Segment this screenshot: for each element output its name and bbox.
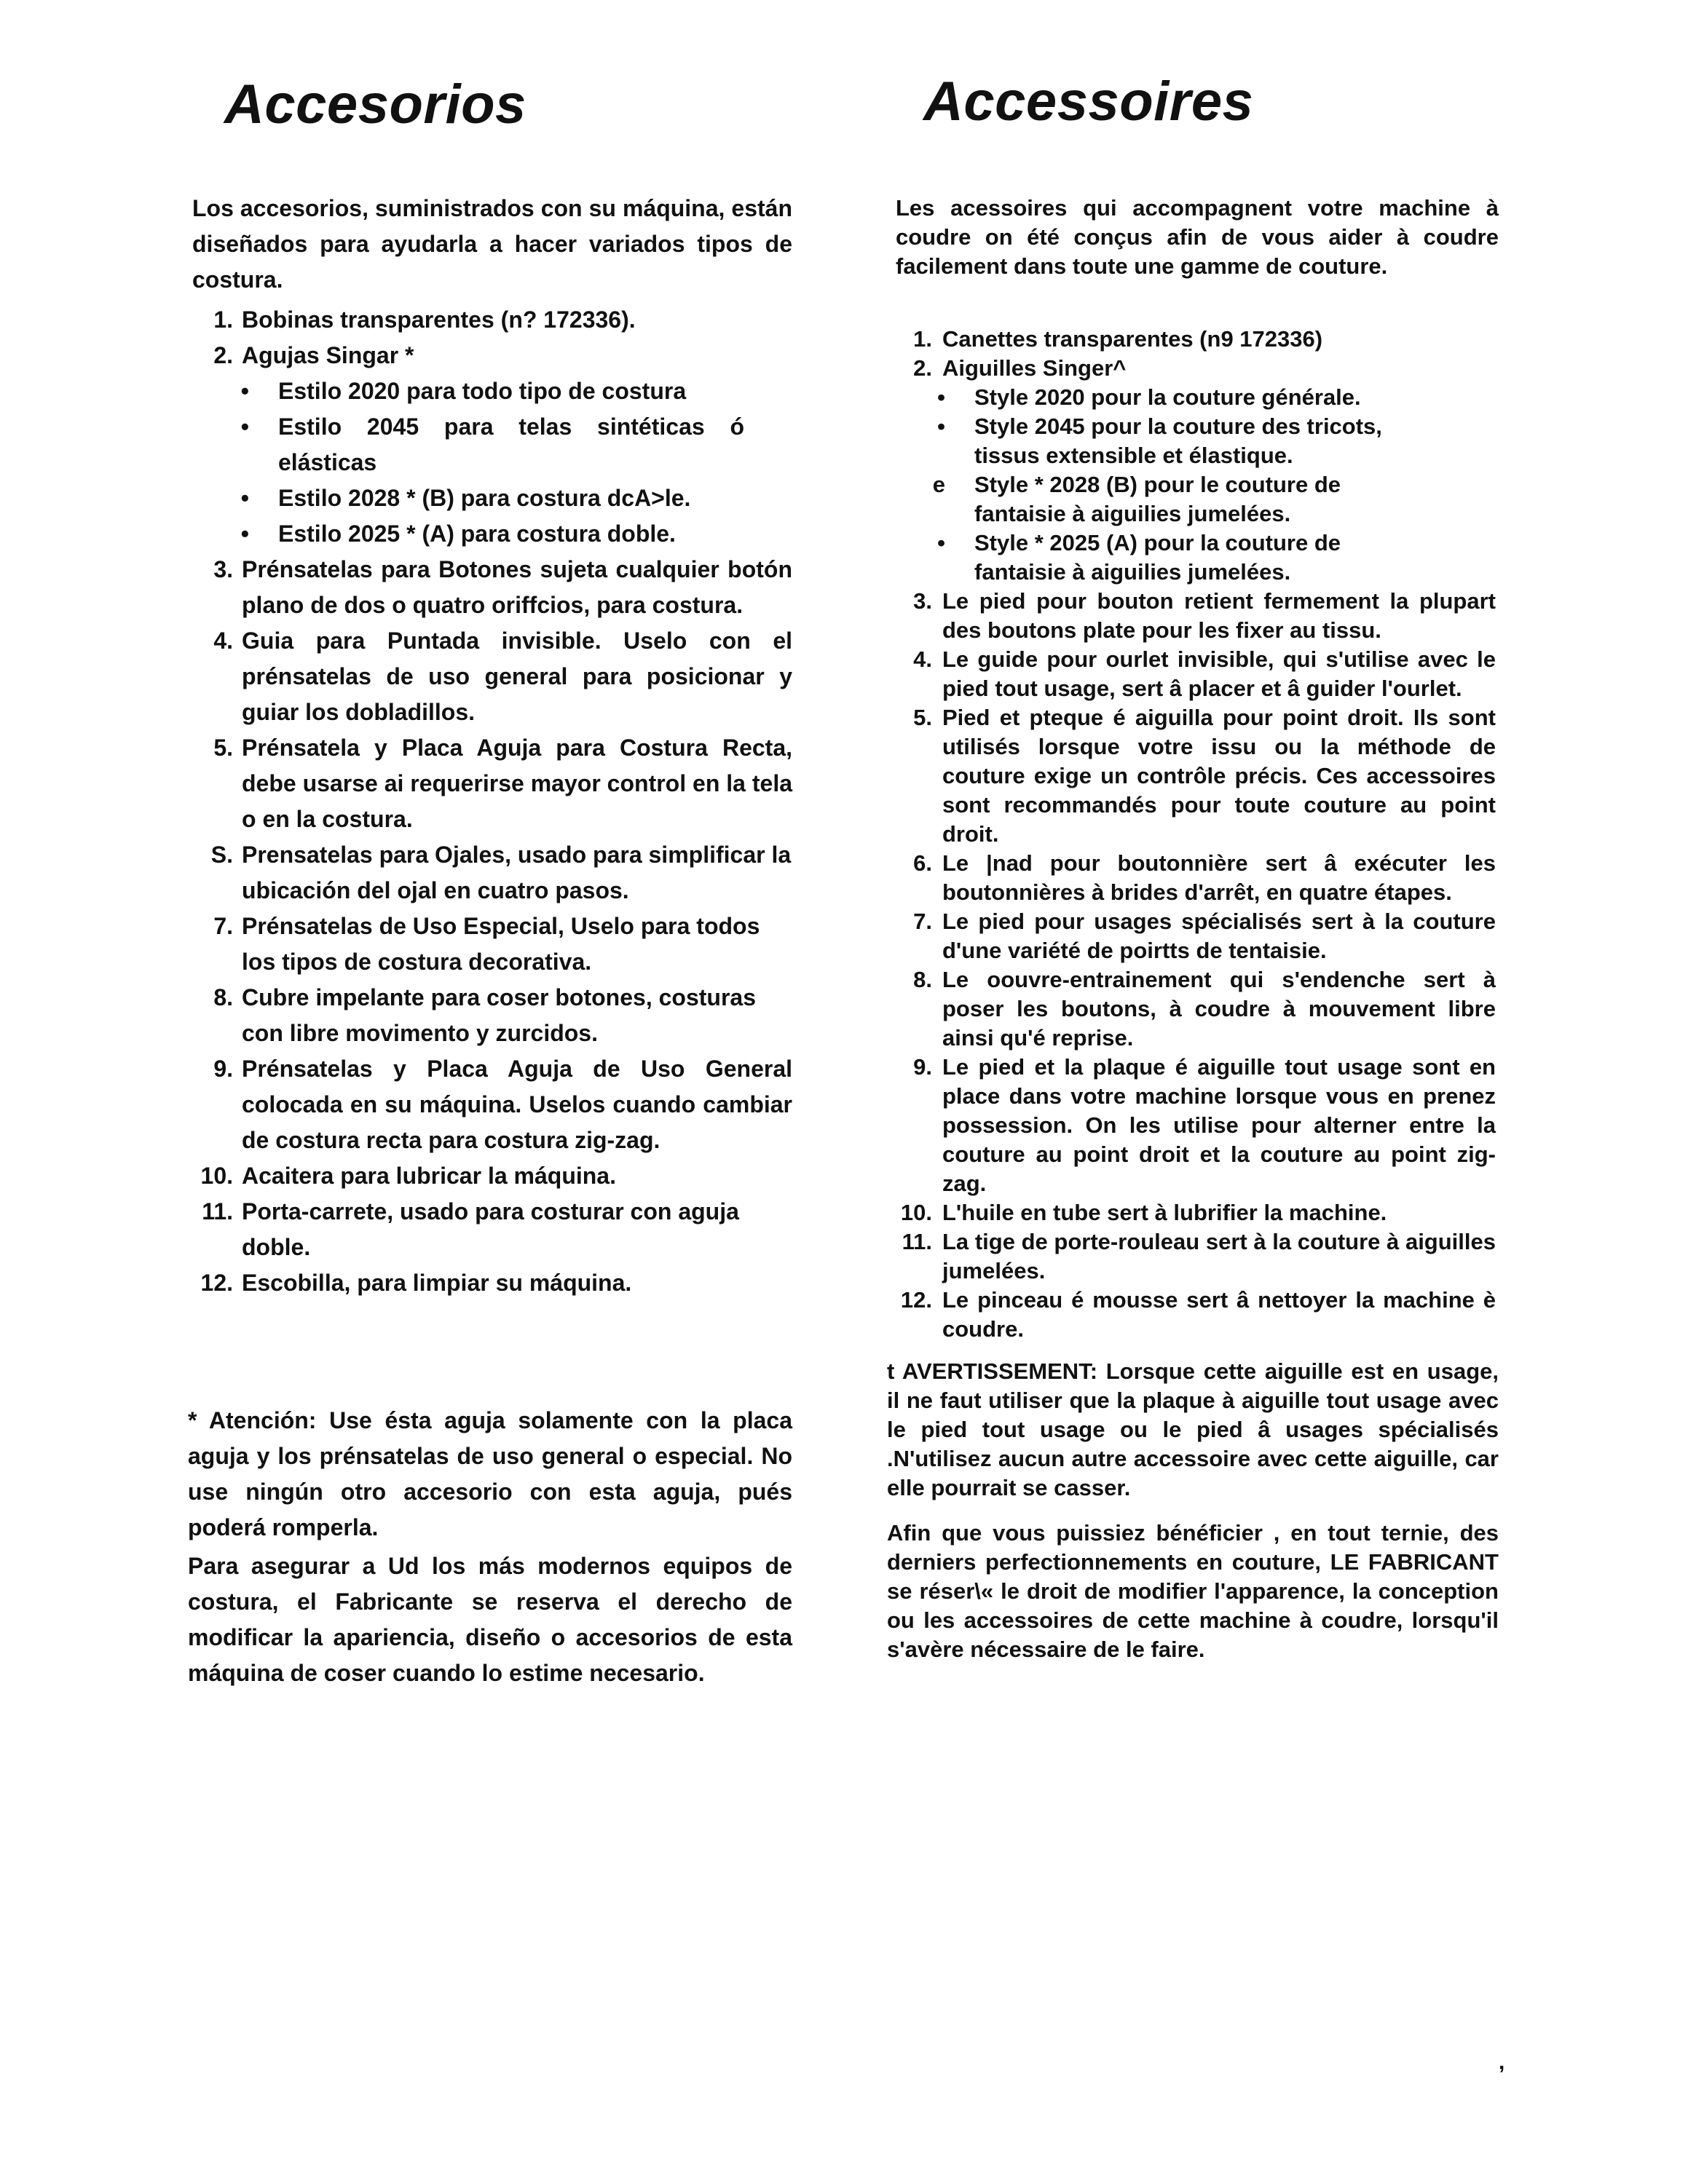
bullet-mark: • bbox=[937, 414, 945, 439]
item-number: 9. bbox=[913, 1054, 932, 1080]
bullet-mark: e bbox=[932, 472, 945, 497]
french-warning: t AVERTISSEMENT: Lorsque cette aiguille est en usage, il ne faut utiliser que la plaque à aiguille tout usage avec le pied tout usage ou le pied â usages spécialisés .N'utilisez aucun autre accessoire avec cette aiguille, car elle pourrait se casser. bbox=[887, 1358, 1499, 1500]
item-number: 11. bbox=[202, 1198, 233, 1224]
list-item bbox=[887, 1227, 1499, 1286]
item-text: Canettes transparentes (n9 172336) bbox=[942, 326, 1323, 352]
list-item bbox=[188, 980, 792, 1051]
item-text: Prensatelas para Ojales, usado para simplificar la ubicación del ojal en cuatro pasos. bbox=[242, 842, 792, 903]
spanish-warning: * Atención: Use ésta aguja solamente con la placa aguja y los prénsatelas de uso general o especial. No use ningún otro accesorio con esta aguja, pués poderá romperla. bbox=[188, 1407, 792, 1540]
item-text: Prénsatelas y Placa Aguja de Uso General colocada en su máquina. Uselos cuando cambiar de costura recta para costura zig-zag. bbox=[242, 1056, 792, 1153]
needle-style-item bbox=[188, 409, 792, 480]
needle-style-text: Style 2020 pour la couture générale. bbox=[974, 384, 1361, 410]
item-number: 1. bbox=[913, 326, 932, 352]
list-item bbox=[188, 1265, 792, 1301]
item-text: Le pied et la plaque é aiguille tout usage sont en place dans votre machine lorsque vous en prenez possession. On les utilise pour alterner entre la couture au point droit et la couture au point zig-zag. bbox=[942, 1054, 1496, 1196]
list-item bbox=[188, 552, 792, 623]
item-text: Aiguilles Singer^ bbox=[942, 355, 1127, 381]
needle-style-item bbox=[188, 516, 792, 552]
french-accessory-list bbox=[887, 325, 1499, 1344]
list-item bbox=[887, 849, 1499, 907]
list-item bbox=[188, 302, 792, 338]
item-number: 3. bbox=[213, 556, 233, 582]
needle-style-item bbox=[188, 373, 792, 409]
item-number: 7. bbox=[913, 909, 932, 934]
list-item bbox=[887, 1286, 1499, 1344]
item-text: Guia para Puntada invisible. Uselo con el prénsatelas de uso general para posicionar y guiar los dobladillos. bbox=[242, 628, 792, 725]
needle-styles bbox=[188, 373, 792, 552]
needle-style-item bbox=[887, 412, 1499, 470]
item-text: La tige de porte-rouleau sert à la couture à aiguilles jumelées. bbox=[942, 1229, 1496, 1283]
item-text: Le pied pour bouton retient fermement la plupart des boutons plate pour les fixer au tissu. bbox=[942, 588, 1496, 643]
item-text: Le pinceau é mousse sert â nettoyer la machine è coudre. bbox=[942, 1287, 1496, 1342]
list-item bbox=[188, 1194, 792, 1265]
item-text: Acaitera para lubricar la máquina. bbox=[242, 1163, 616, 1189]
needle-style-text: Estilo 2025 * (A) para costura doble. bbox=[278, 521, 676, 547]
item-number: 5. bbox=[913, 705, 932, 730]
item-number: S. bbox=[210, 842, 233, 868]
item-number: 8. bbox=[913, 967, 932, 992]
item-number: 11. bbox=[902, 1229, 932, 1254]
item-text: Agujas Singar * bbox=[242, 342, 414, 368]
item-number: 12. bbox=[200, 1270, 233, 1296]
needle-style-text: Style * 2025 (A) pour la couture de fantaisie à aiguilies jumelées. bbox=[974, 530, 1341, 585]
needle-style-item bbox=[887, 529, 1499, 587]
item-number: 3. bbox=[913, 588, 932, 614]
item-text: Cubre impelante para coser botones, costuras con libre movimento y zurcidos. bbox=[242, 984, 756, 1046]
list-item bbox=[188, 338, 792, 373]
list-item bbox=[188, 1158, 792, 1194]
item-number: 4. bbox=[913, 646, 932, 672]
item-number: 7. bbox=[213, 913, 233, 939]
item-text: Le guide pour ourlet invisible, qui s'utilise avec le pied tout usage, sert â placer et â guider l'ourlet. bbox=[942, 646, 1496, 701]
stray-mark: , bbox=[1499, 2050, 1505, 2074]
spanish-intro: Los accesorios, suministrados con su máquina, están diseñados para ayudarla a hacer variados tipos de costura. bbox=[192, 195, 792, 293]
item-number: 12. bbox=[900, 1287, 932, 1313]
item-number: 4. bbox=[213, 628, 233, 654]
needle-style-text: Estilo 2020 para todo tipo de costura bbox=[278, 378, 687, 404]
french-title: Accessoires bbox=[923, 71, 1254, 132]
list-item bbox=[188, 909, 792, 980]
bullet-mark: • bbox=[937, 384, 945, 410]
bullet-mark: • bbox=[240, 521, 249, 547]
item-text: Prénsatelas para Botones sujeta cualquier botón plano de dos o quatro oriffcios, para costura. bbox=[242, 556, 792, 618]
needle-style-item bbox=[887, 470, 1499, 529]
list-item bbox=[887, 1053, 1499, 1198]
item-text: Bobinas transparentes (n? 172336). bbox=[242, 306, 636, 333]
list-item bbox=[887, 1198, 1499, 1227]
list-item bbox=[188, 1051, 792, 1158]
item-text: Le |nad pour boutonnière sert â exécuter les boutonnières à brides d'arrêt, en quatre étapes. bbox=[942, 850, 1496, 905]
item-number: 2. bbox=[913, 355, 932, 381]
item-text: Le pied pour usages spécialisés sert à la couture d'une variété de poirtts de tentaisie. bbox=[942, 909, 1496, 963]
item-text: Pied et pteque é aiguilla pour point droit. Ils sont utilisés lorsque votre issu ou la méthode de couture exige un contrôle précis. Ces accessoires sont recommandés pour toute couture au point droit. bbox=[942, 705, 1496, 847]
needle-style-text: Style 2045 pour la couture des tricots, tissus extensible et élastique. bbox=[974, 414, 1382, 468]
item-text: Porta-carrete, usado para costurar con aguja doble. bbox=[242, 1198, 739, 1260]
list-item bbox=[887, 587, 1499, 645]
needle-style-text: Estilo 2045 para telas sintéticas ó elásticas bbox=[278, 414, 744, 475]
needle-style-text: Style * 2028 (B) pour le couture de fantaisie à aiguilies jumelées. bbox=[974, 472, 1341, 526]
item-number: 8. bbox=[213, 984, 233, 1010]
item-text: Escobilla, para limpiar su máquina. bbox=[242, 1270, 632, 1296]
list-item bbox=[887, 703, 1499, 849]
spanish-notice: Para asegurar a Ud los más modernos equipos de costura, el Fabricante se reserva el derecho de modificar la apariencia, diseño o accesorios de esta máquina de coser cuando lo estime necesario. bbox=[188, 1553, 792, 1686]
bullet-mark: • bbox=[937, 530, 945, 555]
needle-styles bbox=[887, 383, 1499, 587]
needle-style-item bbox=[188, 480, 792, 516]
list-item bbox=[188, 837, 792, 909]
list-item bbox=[887, 325, 1499, 354]
french-intro: Les acessoires qui accompagnent votre machine à coudre on été conçus afin de vous aider à coudre facilement dans toute une gamme de couture. bbox=[896, 195, 1499, 279]
needle-style-item bbox=[887, 383, 1499, 412]
item-number: 10. bbox=[200, 1163, 233, 1189]
list-item bbox=[887, 907, 1499, 965]
spanish-body bbox=[188, 191, 792, 1691]
spanish-title: Accesorios bbox=[224, 74, 526, 135]
list-item bbox=[887, 354, 1499, 383]
list-item bbox=[887, 965, 1499, 1053]
bullet-mark: • bbox=[240, 414, 249, 440]
item-text: Prénsatela y Placa Aguja para Costura Recta, debe usarse ai requerirse mayor control en la tela o en la costura. bbox=[242, 735, 792, 832]
french-notice: Afin que vous puissiez bénéficier , en tout ternie, des derniers perfectionnements en couture, LE FABRICANT se réser\« le droit de modifier l'apparence, la conception ou les accessoires de cette machine à coudre, lorsqu'il s'avère nécessaire de le faire. bbox=[887, 1520, 1499, 1662]
item-number: 1. bbox=[213, 306, 233, 333]
needle-style-text: Estilo 2028 * (B) para costura dcA>le. bbox=[278, 485, 691, 511]
item-text: Le oouvre-entrainement qui s'endenche sert à poser les boutons, à coudre à mouvement libre ainsi qu'é reprise. bbox=[942, 967, 1496, 1051]
bullet-mark: • bbox=[240, 378, 249, 404]
list-item bbox=[188, 623, 792, 730]
item-number: 6. bbox=[913, 850, 932, 876]
list-item bbox=[887, 645, 1499, 703]
french-body bbox=[887, 194, 1499, 1664]
spanish-accessory-list bbox=[188, 302, 792, 1301]
bullet-mark: • bbox=[240, 485, 249, 511]
item-number: 9. bbox=[213, 1056, 233, 1082]
item-number: 10. bbox=[900, 1200, 932, 1225]
item-text: Prénsatelas de Uso Especial, Uselo para todos los tipos de costura decorativa. bbox=[242, 913, 760, 975]
item-text: L'huile en tube sert à lubrifier la machine. bbox=[942, 1200, 1387, 1225]
item-number: 2. bbox=[213, 342, 233, 368]
item-number: 5. bbox=[213, 735, 233, 761]
list-item bbox=[188, 730, 792, 837]
